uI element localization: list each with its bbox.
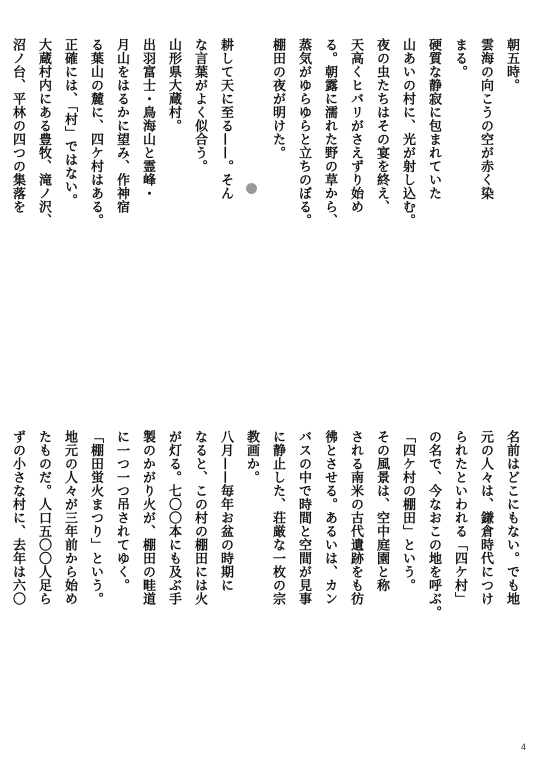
text-line: 夜の虫たちはその宴を終え、	[374, 38, 389, 214]
text-line: バスの中で時間と空間が見事	[296, 430, 311, 606]
text-line: ずの小さな村に、去年は六〇	[10, 430, 25, 606]
text-line: 製のかがり火が、棚田の畦道	[140, 430, 155, 606]
text-line: 正確には、「村」ではない。	[62, 38, 77, 207]
upper-text-block	[0, 38, 524, 338]
text-line: 天高くヒバリがさえずり始め	[348, 38, 363, 214]
text-line: 耕して天に至る——。そん	[218, 38, 233, 200]
text-line: 「棚田蛍火まつり」という。	[88, 430, 103, 606]
ornament-dot-icon	[246, 183, 257, 194]
text-line: の名で、今なおこの地を呼ぶ。	[426, 430, 441, 619]
text-line: 「四ケ村の棚田」という。	[400, 430, 415, 592]
text-line: 名前はどこにもない。でも地	[504, 430, 519, 606]
text-line: 棚田の夜が明けた。	[270, 38, 285, 160]
text-line: される南米の古代遺跡をも彷	[348, 430, 363, 606]
text-line: 八月——毎年お盆の時期に	[218, 430, 233, 592]
text-line: 朝五時。	[504, 38, 519, 92]
text-line: られたといわれる「四ケ村」	[452, 430, 467, 606]
text-line	[0, 38, 4, 338]
text-line: 山形県大蔵村。	[166, 38, 181, 133]
text-line: に静止した、荘厳な一枚の宗	[270, 430, 285, 606]
text-line: 月山をはるかに望み、作神宿	[114, 38, 129, 214]
text-line: に一つ一つ吊されてゆく。	[114, 430, 129, 592]
text-line: 蒸気がゆらゆらと立ちのぼる。	[296, 38, 311, 227]
text-line: たものだ。人口五〇〇人足ら	[36, 430, 51, 606]
text-line: まる。	[452, 38, 467, 79]
text-line	[0, 430, 4, 730]
text-line: る。朝露に濡れた野の草から、	[322, 38, 337, 227]
text-line: 大蔵村内にある豊牧、滝ノ沢、	[36, 38, 51, 227]
text-line: が灯る。七〇〇本にも及ぶ手	[166, 430, 181, 606]
page-number: 4	[520, 742, 526, 752]
text-line: 硬質な静寂に包まれていた	[426, 38, 441, 200]
text-line: 元の人々は、鎌倉時代につけ	[478, 430, 493, 606]
text-line: 地元の人々が三年前から始め	[62, 430, 77, 606]
text-line: る葉山の麓に、四ケ村はある。	[88, 38, 103, 227]
text-line: なると、この村の棚田には火	[192, 430, 207, 606]
text-line: な言葉がよく似合う。	[192, 38, 207, 173]
lower-text-block	[0, 430, 524, 730]
text-line: 沼ノ台、平林の四つの集落を	[10, 38, 25, 214]
text-line: その風景は、空中庭園と称	[374, 430, 389, 592]
text-line: 教画か。	[244, 430, 259, 484]
text-line: 山あいの村に、光が射し込む。	[400, 38, 415, 227]
text-line: 雲海の向こうの空が赤く染	[478, 38, 493, 200]
section-break	[238, 38, 264, 338]
text-line: 彿とさせる。あるいは、カン	[322, 430, 337, 606]
text-line: 出羽富士・鳥海山と霊峰・	[140, 38, 155, 200]
